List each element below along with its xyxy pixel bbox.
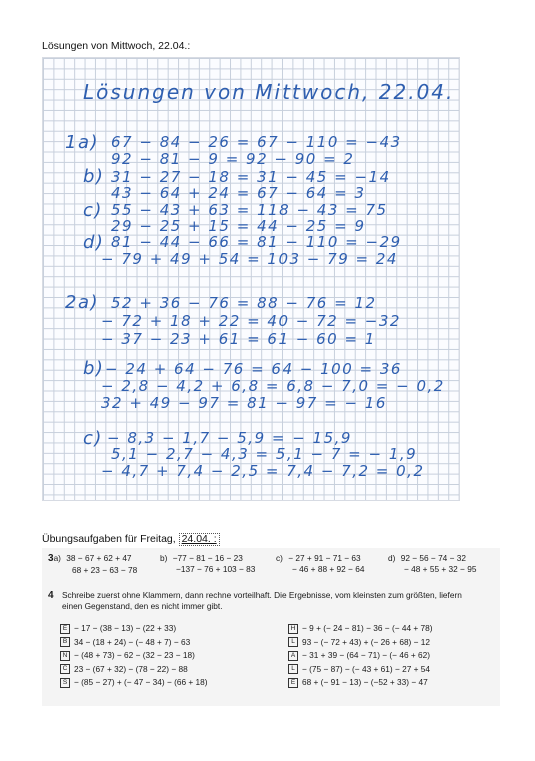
- exercise-4-left-column: [60, 622, 208, 690]
- list-item: [60, 663, 208, 677]
- term: − 48 + 55 + 32 − 95: [404, 564, 477, 574]
- exercise-number: 4: [48, 590, 54, 601]
- solution-line: − 24 + 64 − 76 = 64 − 100 = 36: [105, 360, 402, 378]
- exercise-number: 3: [48, 553, 54, 564]
- letter-box: E: [288, 678, 298, 688]
- page-heading-solutions: Lösungen von Mittwoch, 22.04.:: [42, 40, 191, 52]
- list-item: [288, 649, 433, 663]
- solution-line: − 4,7 + 7,4 − 2,5 = 7,4 − 7,2 = 0,2: [101, 462, 425, 480]
- solution-line: 81 − 44 − 66 = 81 − 110 = −29: [111, 233, 402, 251]
- list-item: [288, 636, 433, 650]
- solution-line: − 2,8 − 4,2 + 6,8 = 6,8 − 7,0 = − 0,2: [101, 377, 445, 395]
- term: 68 + 23 − 63 − 78: [72, 565, 138, 575]
- letter-box: N: [60, 651, 70, 661]
- solution-line: − 8,3 − 1,7 − 5,9 = − 15,9: [107, 429, 352, 447]
- exercise-3c: [276, 553, 364, 576]
- list-item: [288, 622, 433, 636]
- list-item: [60, 636, 208, 650]
- task-label: b): [83, 358, 105, 379]
- term: − (85 − 27) + (− 47 − 34) − (66 + 18): [74, 677, 208, 687]
- letter-box: C: [60, 664, 70, 674]
- letter-box: S: [60, 678, 70, 688]
- term: − (48 + 73) − 62 − (32 − 23 − 18): [74, 650, 195, 660]
- solution-line: 92 − 81 − 9 = 92 − 90 = 2: [111, 150, 355, 168]
- task-label: b): [83, 166, 105, 187]
- exercise-4-instruction: Schreibe zuerst ohne Klammern, dann rechne vorteilhaft. Die Ergebnisse, vom kleinsten zum größten, liefern einen Gegenstand, den es nicht immer gibt.: [62, 590, 462, 611]
- heading-text: Übungsaufgaben für Freitag,: [42, 533, 179, 545]
- term: −137 − 76 + 103 − 83: [176, 564, 256, 574]
- handwritten-solution-sheet: [42, 57, 460, 501]
- term: 23 − (67 + 32) − (78 − 22) − 88: [74, 663, 188, 674]
- task-label: c): [83, 428, 103, 449]
- list-item: [60, 649, 208, 663]
- solution-line: − 79 + 49 + 54 = 103 − 79 = 24: [101, 250, 398, 268]
- term: − 27 + 91 − 71 − 63: [288, 553, 361, 563]
- solution-line: 32 + 49 − 97 = 81 − 97 = − 16: [101, 394, 387, 412]
- letter-box: L: [288, 637, 298, 647]
- task-label: 2a): [65, 292, 100, 313]
- list-item: [60, 676, 208, 690]
- term: − 31 + 39 − (64 − 71) − (− 46 + 62): [302, 650, 431, 660]
- letter-box: L: [288, 664, 298, 674]
- part-label: c): [276, 553, 283, 563]
- solution-line: 43 − 64 + 24 = 67 − 64 = 3: [111, 184, 366, 202]
- solution-line: − 37 − 23 + 61 = 61 − 60 = 1: [101, 330, 376, 348]
- solution-line: 29 − 25 + 15 = 44 − 25 = 9: [111, 217, 366, 235]
- part-label: a): [53, 553, 61, 563]
- page-heading-exercises: [42, 533, 220, 546]
- sheet-title: Lösungen von Mittwoch, 22.04.: [83, 80, 455, 104]
- exercise-4-right-column: [288, 622, 433, 690]
- letter-box: H: [288, 624, 298, 634]
- exercise-scan: [42, 548, 500, 706]
- exercise-3a: [48, 553, 137, 577]
- solution-line: 5,1 − 2,7 − 4,3 = 5,1 − 7 = − 1,9: [111, 445, 418, 463]
- part-label: b): [160, 553, 168, 563]
- solution-line: − 72 + 18 + 22 = 40 − 72 = −32: [101, 312, 401, 330]
- part-label: d): [388, 553, 396, 563]
- letter-box: A: [288, 651, 298, 661]
- term: 92 − 56 − 74 − 32: [400, 553, 466, 563]
- term: 34 − (18 + 24) − (− 48 + 7) − 63: [74, 636, 191, 647]
- task-label: 1a): [65, 132, 100, 153]
- solution-line: 52 + 36 − 76 = 88 − 76 = 12: [111, 294, 377, 312]
- solution-line: 55 − 43 + 63 = 118 − 43 = 75: [111, 201, 388, 219]
- solution-line: 67 − 84 − 26 = 67 − 110 = −43: [111, 133, 402, 151]
- list-item: [288, 676, 433, 690]
- term: − (75 − 87) − (− 43 + 61) − 27 + 54: [302, 663, 431, 674]
- term: − 17 − (38 − 13) − (22 + 33): [74, 623, 177, 633]
- term: −77 − 81 − 16 − 23: [172, 553, 243, 563]
- letter-box: E: [60, 624, 70, 634]
- task-label: d): [83, 232, 105, 253]
- term: 93 − (− 72 + 43) + (− 26 + 68) − 12: [302, 636, 431, 647]
- solution-line: 31 − 27 − 18 = 31 − 45 = −14: [111, 168, 391, 186]
- term: 38 − 67 + 62 + 47: [66, 553, 132, 563]
- term: − 46 + 88 + 92 − 64: [292, 564, 365, 574]
- term: − 9 + (− 24 − 81) − 36 − (− 44 + 78): [302, 623, 433, 633]
- list-item: [288, 663, 433, 677]
- heading-date: 24.04. :: [179, 533, 220, 546]
- letter-box: B: [60, 637, 70, 647]
- list-item: [60, 622, 208, 636]
- exercise-3d: [388, 553, 476, 576]
- exercise-3b: [160, 553, 255, 576]
- task-label: c): [83, 200, 103, 221]
- term: 68 + (− 91 − 13) − (−52 + 33) − 47: [302, 677, 428, 687]
